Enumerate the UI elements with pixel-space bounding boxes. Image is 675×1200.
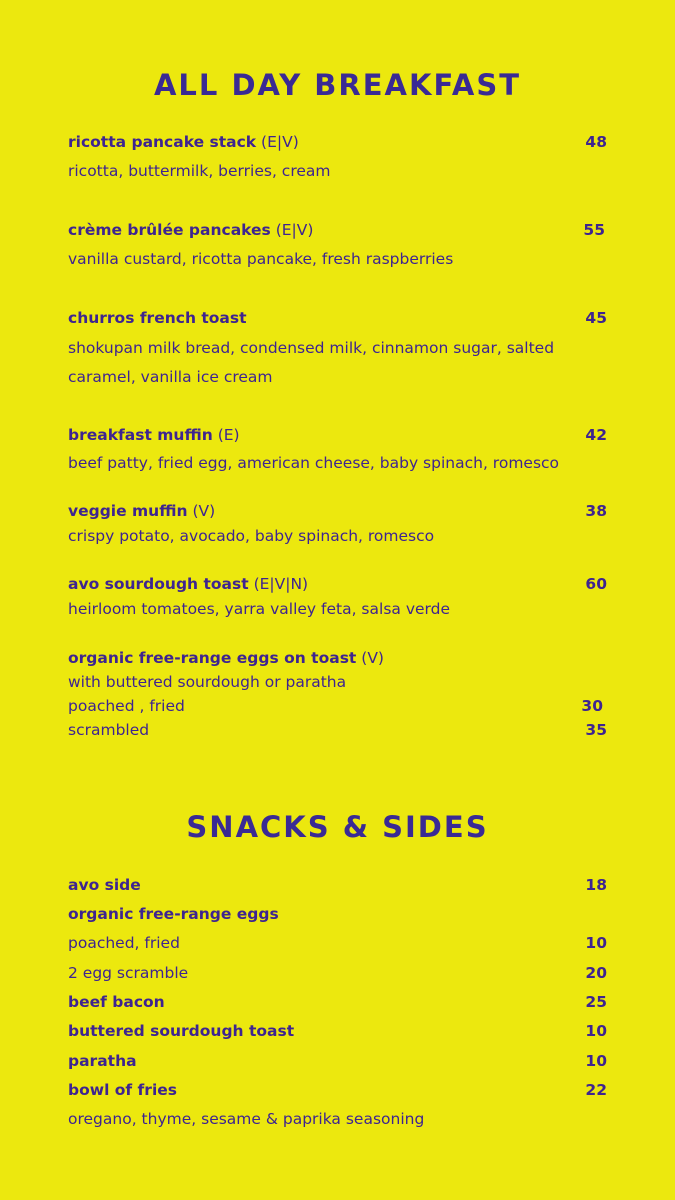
menu-item-name: avo side	[68, 876, 141, 894]
menu-item-description: heirloom tomatoes, yarra valley feta, salsa verde	[68, 600, 450, 618]
menu-item-price: 45	[585, 309, 607, 327]
section-title-breakfast: ALL DAY BREAKFAST	[153, 68, 522, 102]
menu-item-description: crispy potato, avocado, baby spinach, romesco	[68, 527, 435, 545]
menu-item-option-price: 30	[581, 697, 603, 715]
menu-item-name: ricotta pancake stack (E|V)	[68, 133, 299, 151]
menu-item-option: poached, fried	[68, 934, 180, 952]
menu-item-name: organic free-range eggs on toast (V)	[68, 649, 384, 667]
menu-item-price: 48	[585, 133, 607, 151]
menu-item-name: avo sourdough toast (E|V|N)	[68, 575, 309, 593]
menu-item-description: vanilla custard, ricotta pancake, fresh raspberries	[68, 250, 454, 268]
menu-item-price: 55	[583, 221, 605, 239]
menu-item-name: organic free-range eggs	[68, 905, 279, 923]
menu-item-option: scrambled	[68, 721, 150, 739]
menu-item-name: bowl of fries	[68, 1081, 177, 1099]
menu-item-option-price: 35	[585, 721, 607, 739]
menu-item-description: with buttered sourdough or paratha	[68, 673, 347, 691]
menu-item-price: 10	[585, 1022, 607, 1040]
menu-item-price: 42	[585, 426, 607, 444]
menu-item-description: caramel, vanilla ice cream	[68, 368, 273, 386]
menu-item-name: buttered sourdough toast	[68, 1022, 295, 1040]
menu-item-price: 10	[585, 1052, 607, 1070]
menu-item-option: poached , fried	[68, 697, 185, 715]
section-title-snacks: SNACKS & SIDES	[186, 810, 489, 844]
menu-item-price: 10	[585, 934, 607, 952]
menu-item-price: 20	[585, 964, 607, 982]
menu-item-price: 25	[585, 993, 607, 1011]
menu-item-name: churros french toast	[68, 309, 247, 327]
menu-item-name: crème brûlée pancakes (E|V)	[68, 221, 314, 239]
menu-item-description: shokupan milk bread, condensed milk, cinnamon sugar, salted	[68, 339, 555, 357]
menu-item-description: ricotta, buttermilk, berries, cream	[68, 162, 331, 180]
menu-item-name: beef bacon	[68, 993, 165, 1011]
menu-item-description: beef patty, fried egg, american cheese, baby spinach, romesco	[68, 454, 560, 472]
menu-item-name: breakfast muffin (E)	[68, 426, 240, 444]
menu-item-price: 38	[585, 502, 607, 520]
menu-item-description: oregano, thyme, sesame & paprika seasoning	[68, 1110, 425, 1128]
menu-item-price: 22	[585, 1081, 607, 1099]
menu-item-price: 60	[585, 575, 607, 593]
menu-item-option: 2 egg scramble	[68, 964, 189, 982]
menu-item-name: veggie muffin (V)	[68, 502, 216, 520]
menu-item-name: paratha	[68, 1052, 137, 1070]
menu-item-price: 18	[585, 876, 607, 894]
